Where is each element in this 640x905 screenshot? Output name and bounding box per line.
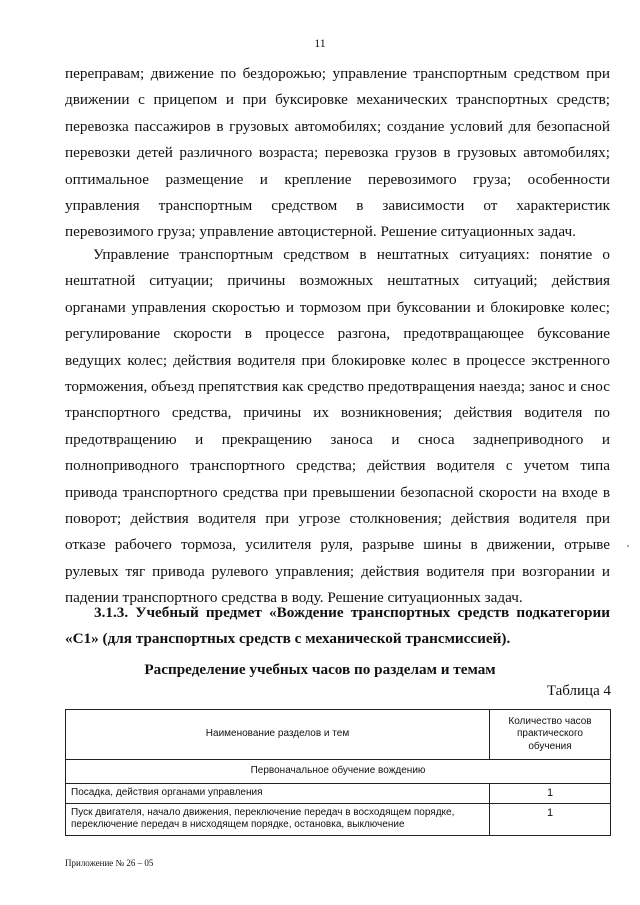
page-number: 11 xyxy=(314,36,326,50)
table-row xyxy=(66,784,611,804)
section-heading: 3.1.3. Учебный предмет «Вождение транспортных средств подкатегории «С1» (для транспортных средств с механической трансмиссией). xyxy=(65,604,610,648)
hours-table xyxy=(65,709,611,836)
distribution-heading: Распределение учебных часов по разделам и темам xyxy=(144,661,496,678)
footer-appendix-label: Приложение № 26 – 05 xyxy=(65,858,154,868)
table-row xyxy=(66,803,611,835)
row-name-cell: Пуск двигателя, начало движения, переключение передач в восходящем порядке, переключение передач в нисходящем порядке, остановка, выключение xyxy=(66,803,490,835)
scan-speck xyxy=(627,545,629,547)
body-paragraph-2: Управление транспортным средством в нештатных ситуациях: понятие о нештатной ситуации; причины возможных нештатных ситуаций; действия органами управления скоростью и тормозом при буксовании и блокировке колес; регулирование скорости в процессе разгона, предотвращающее буксование ведущих колес; действия водителя при блокировке колес в процессе экстренного торможения, объезд препятствия как средство предотвращения наезда; занос и снос транспортного средства, причины их возникновения; действия водителя по предотвращению и прекращению заноса и сноса заднеприводного и полноприводного транспортного средства; действия водителя с учетом типа привода транспортного средства при превышении безопасной скорости на входе в поворот; действия водителя при угрозе столкновения; действия водителя при отказе рабочего тормоза, усилителя руля, разрыве шины в движении, отрыве рулевых тяг привода рулевого управления; действия водителя при возгорании и падении транспортного средства в воду. Решение ситуационных задач. xyxy=(65,246,610,607)
header-hours-cell: Количество часов практического обучения xyxy=(490,710,611,760)
row-hours-cell: 1 xyxy=(490,784,611,804)
row-name-cell: Посадка, действия органами управления xyxy=(66,784,490,804)
body-paragraph-1: переправам; движение по бездорожью; управление транспортным средством при движении с прицепом и при буксировке механических транспортных средств; перевозка пассажиров в грузовых автомобилях; создание условий для безопасной перевозки детей различного возраста; перевозка грузов в грузовых автомобилях; оптимальное размещение и крепление перевозимого груза; особенности управления транспортным средством в зависимости от характеристик перевозимого груза; управление автоцистерной. Решение ситуационных задач. xyxy=(65,65,610,241)
table-section-row xyxy=(66,760,611,784)
row-hours-cell: 1 xyxy=(490,803,611,835)
table-header-row xyxy=(66,710,611,760)
header-name-cell: Наименование разделов и тем xyxy=(66,710,490,760)
section-title-cell: Первоначальное обучение вождению xyxy=(66,760,611,784)
table-label: Таблица 4 xyxy=(546,683,611,699)
